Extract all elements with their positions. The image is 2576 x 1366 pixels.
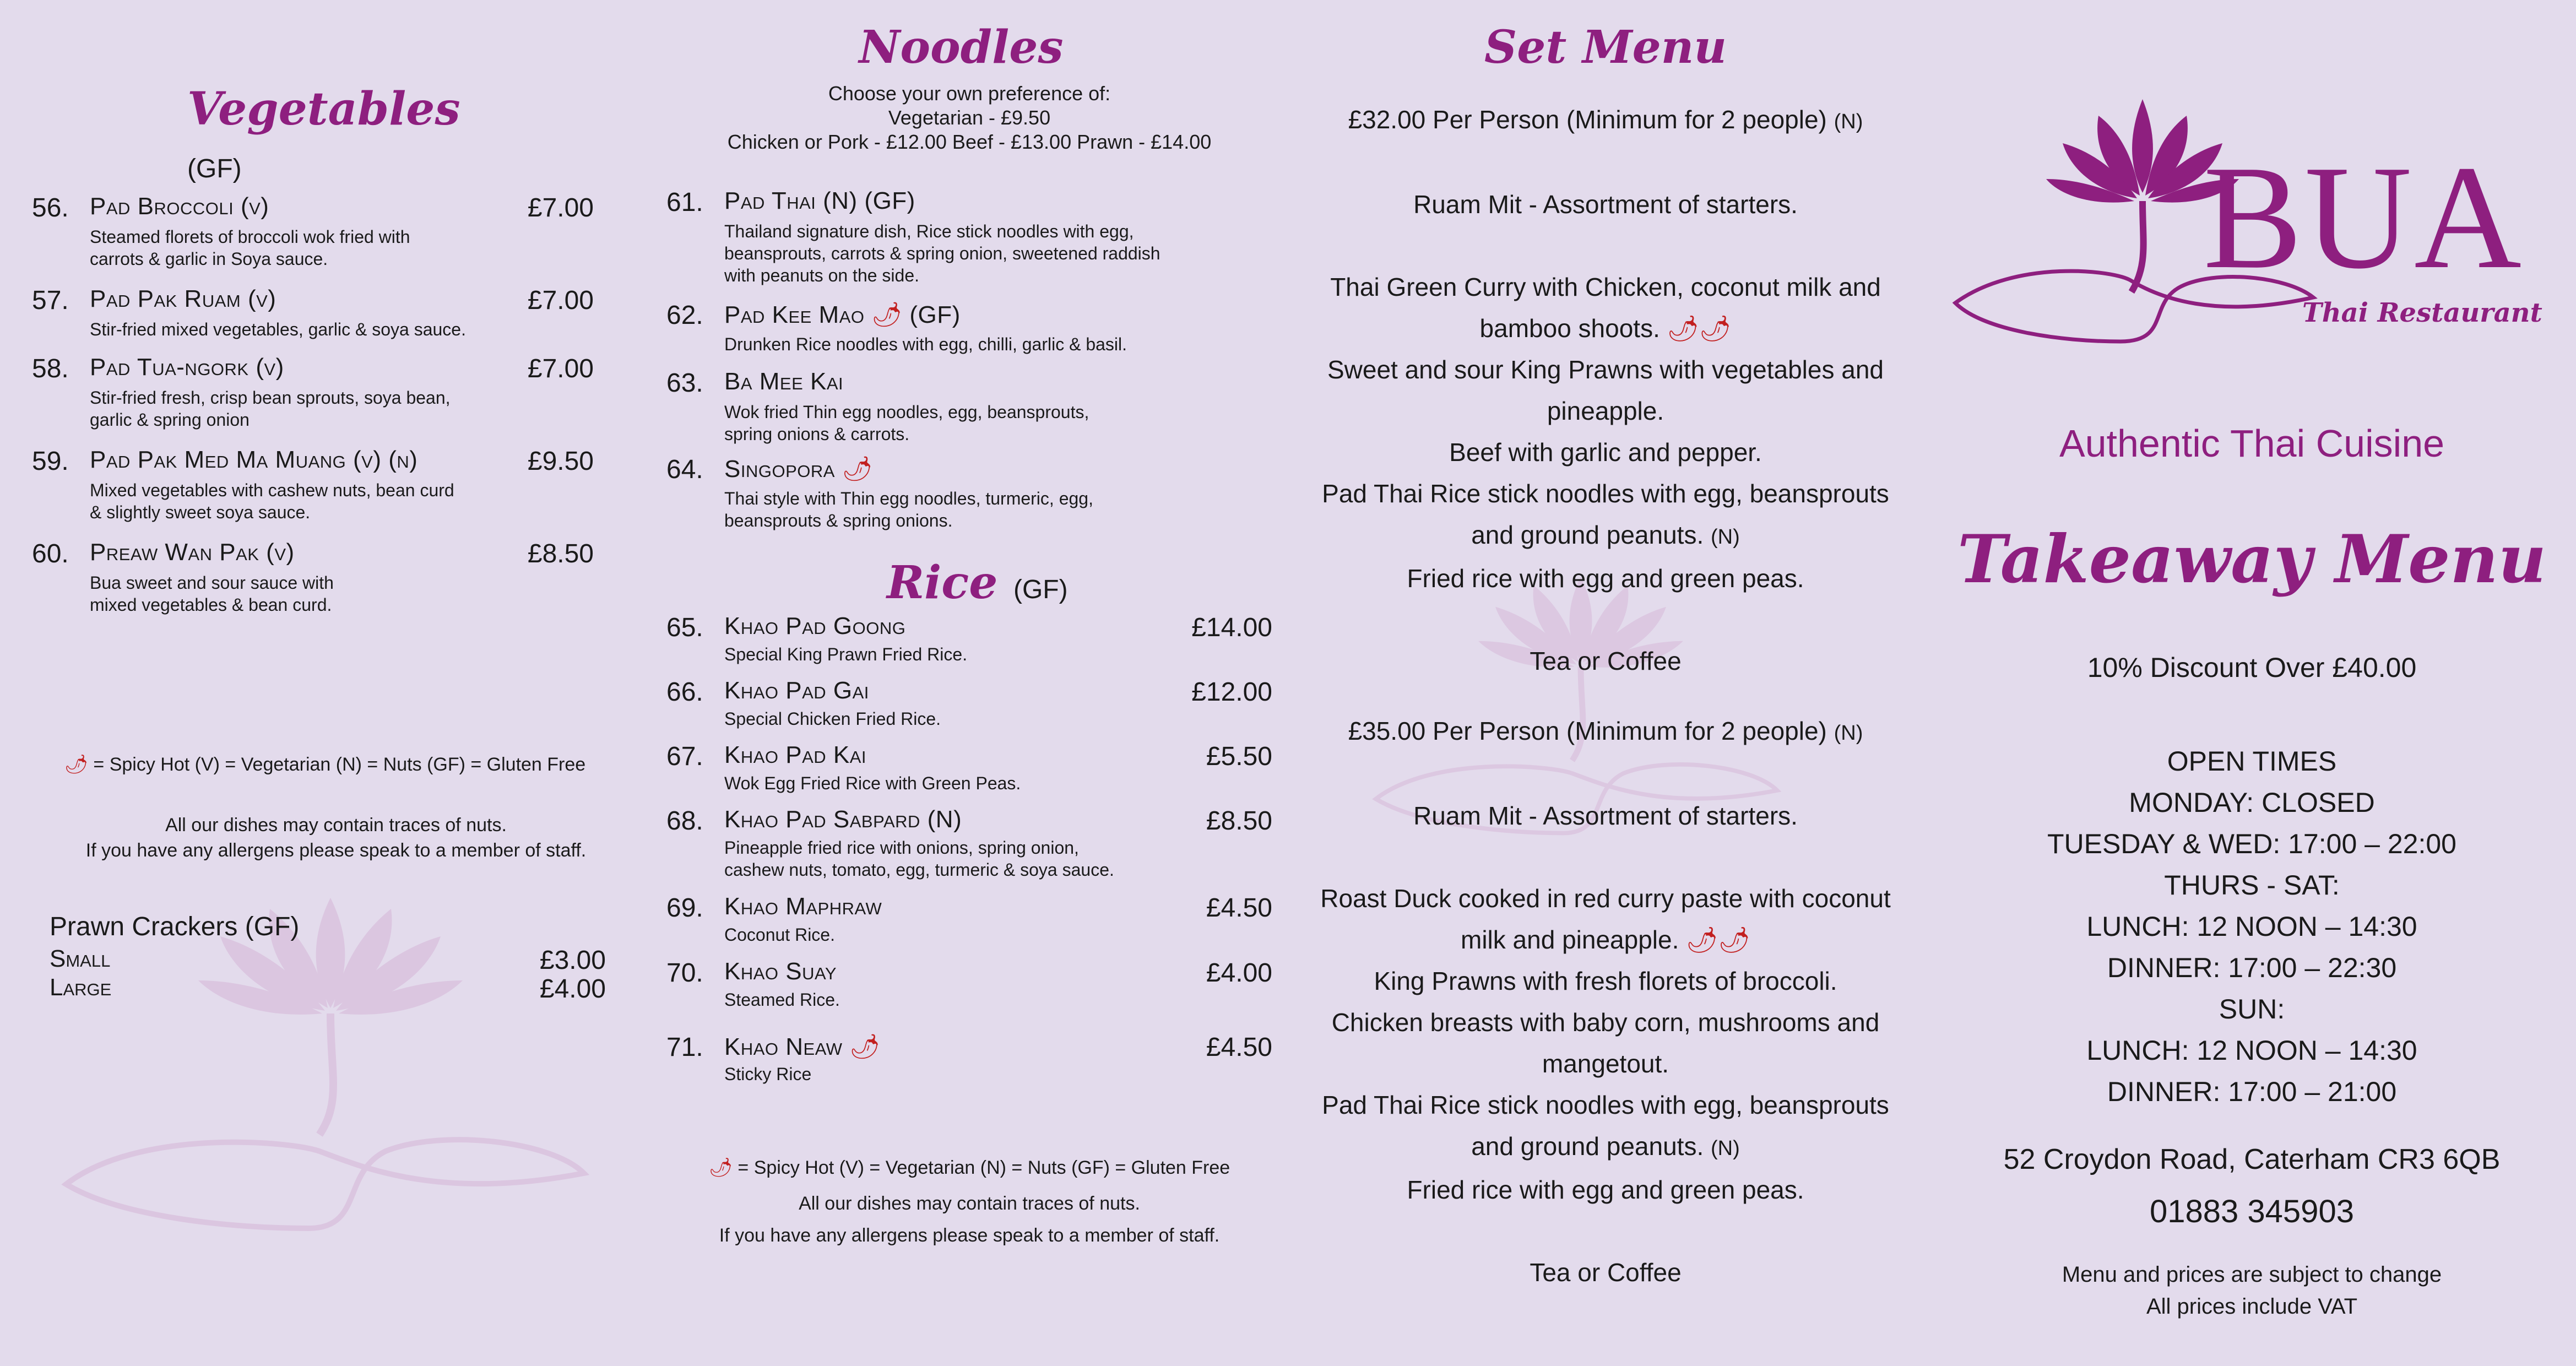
item-desc: Special Chicken Fried Rice. [724,709,941,729]
item-name: Pad Thai (N) (GF) [724,187,915,214]
item-desc: Thailand signature dish, Rice stick noodles with egg, [724,221,1134,241]
item-number: 61. [666,188,703,217]
open-times [1928,741,2576,1113]
legend-text: = Spicy Hot (V) = Vegetarian (N) = Nuts (GF) = Gluten Free [737,1157,1230,1178]
note-line: Menu and prices are subject to change [2062,1262,2442,1287]
chilli-icon: 🌶 [849,1033,881,1060]
set-line: pineapple. [1547,397,1664,425]
item-desc: Thai style with Thin egg noodles, turmeric, egg, [724,489,1093,508]
set-line: bamboo shoots. [1479,314,1660,343]
crackers-small-price: £3.00 [539,946,606,975]
item-desc: beansprouts, carrots & spring onion, sweetened raddish [724,243,1160,263]
hours-line: SUN: [2219,994,2285,1024]
item-number: 59. [32,447,69,476]
set-line: milk and pineapple. [1461,925,1679,954]
item-desc: Steamed Rice. [724,990,840,1010]
hours-line: OPEN TIMES [2167,746,2337,777]
item-price: £8.50 [1206,806,1272,836]
item-number: 68. [666,806,703,836]
noodles-intro [639,82,1300,154]
item-number: 67. [666,742,703,771]
item-name: Pad Broccoli (v) [90,193,269,220]
chilli-icon: 🌶🌶 [1667,314,1732,343]
item-name: Preaw Wan Pak (v) [90,539,295,566]
item-desc: Coconut Rice. [724,925,835,945]
hours-line: LUNCH: 12 NOON – 14:30 [2086,911,2417,942]
set-line: mangetout. [1542,1049,1669,1078]
allergen-line: If you have any allergens please speak to a member of staff. [719,1225,1220,1246]
item-desc: spring onions & carrots. [724,424,910,444]
item-name: Khao Pad Sabpard (N) [724,806,962,833]
crackers-title: Prawn Crackers (GF) [50,912,300,941]
set-line: Chicken breasts with baby corn, mushrooms and [1331,1008,1880,1037]
chilli-icon: 🌶 [708,1157,733,1178]
item-price: £5.50 [1206,742,1272,771]
set-line: Beef with garlic and pepper. [1449,438,1762,467]
allergen-line: If you have any allergens please speak to a member of staff. [85,840,587,861]
item-name: Singopora [724,456,835,483]
takeaway-title: Takeaway Menu [1957,521,2547,598]
item-number: 57. [32,286,69,315]
set-price-line: £32.00 Per Person (Minimum for 2 people) [1348,105,1827,134]
set-line: Thai Green Curry with Chicken, coconut milk and [1330,273,1881,301]
set-menu-heading [1283,21,1928,74]
hours-line: MONDAY: CLOSED [2129,787,2375,818]
set-line-tag: (N) [1711,525,1740,549]
item-desc: Drunken Rice noodles with egg, chilli, garlic & basil. [724,334,1127,354]
item-price: £12.00 [1191,677,1272,707]
chilli-icon: 🌶🌶 [1686,925,1750,954]
item-desc: cashew nuts, tomato, egg, turmeric & soya sauce. [724,860,1114,880]
intro-line: Choose your own preference of: [828,82,1111,105]
legend-text: = Spicy Hot (V) = Vegetarian (N) = Nuts (GF) = Gluten Free [93,754,586,775]
item-name: Khao Pad Goong [724,612,906,639]
item-number: 60. [32,539,69,568]
vegetables-panel [0,0,639,1366]
item-price: £9.50 [527,447,594,476]
set-line: Fried rice with egg and green peas. [1407,564,1804,593]
item-desc: Bua sweet and sour sauce with [90,573,334,593]
item-price: £7.00 [527,286,594,315]
note-line: All prices include VAT [2146,1294,2358,1319]
item-desc: Pineapple fried rice with onions, spring onion, [724,838,1079,858]
hours-line: THURS - SAT: [2164,870,2340,901]
item-desc: carrots & garlic in Soya sauce. [90,249,328,269]
item-number: 64. [666,455,703,484]
prawn-crackers [50,912,617,1002]
item-number: 70. [666,958,703,988]
chilli-icon: 🌶 [871,301,903,328]
set-line: Ruam Mit - Assortment of starters. [1413,801,1798,830]
set-menu-panel [1283,0,1928,1366]
item-number: 66. [666,677,703,707]
hours-line: DINNER: 17:00 – 22:30 [2107,952,2397,983]
legend [639,1157,1300,1179]
item-name: Khao Maphraw [724,893,882,920]
item-gf-tag: (GF) [909,301,961,328]
address: 52 Croydon Road, Caterham CR3 6QB [2003,1143,2501,1175]
item-price: £4.00 [1206,958,1272,988]
legend [33,754,617,776]
item-number: 71. [666,1033,703,1062]
set-menu-title: Set Menu [1484,21,1727,74]
item-number: 58. [32,354,69,383]
item-price: £8.50 [527,539,594,568]
allergen-note [33,812,639,863]
tagline: Authentic Thai Cuisine [2059,422,2445,465]
hours-line: DINNER: 17:00 – 21:00 [2107,1076,2397,1107]
item-name: Ba Mee Kai [724,368,844,395]
lotus-watermark-icon [55,843,606,1283]
vegetables-title: Vegetables [187,83,460,135]
item-price: £14.00 [1191,613,1272,642]
intro-line: Vegetarian - £9.50 [888,106,1051,129]
item-number: 63. [666,368,703,398]
item-name: Khao Pad Kai [724,741,867,768]
phone-number: 01883 345903 [2150,1194,2354,1229]
item-name: Khao Neaw [724,1033,843,1060]
set-line: Sweet and sour King Prawns with vegetables and [1327,355,1884,384]
item-desc: Stir-fried fresh, crisp bean sprouts, soya bean, [90,388,451,408]
logo-subtitle: Thai Restaurant [2302,297,2542,328]
bua-logo [1950,83,2556,347]
footer-notes [1928,1259,2576,1322]
set-price-line: £35.00 Per Person (Minimum for 2 people) [1348,717,1827,745]
item-name: Khao Suay [724,958,837,985]
item-desc: Sticky Rice [724,1064,812,1084]
item-name: Khao Pad Gai [724,677,869,704]
item-desc: Steamed florets of broccoli wok fried with [90,227,410,247]
set-line: Pad Thai Rice stick noodles with egg, beansprouts [1322,1091,1889,1119]
set-line: Tea or Coffee [1530,647,1682,675]
item-desc: & slightly sweet soya sauce. [90,502,311,522]
allergen-line: All our dishes may contain traces of nuts. [165,815,507,836]
set-line: Fried rice with egg and green peas. [1407,1175,1804,1204]
crackers-large-label: Large [50,974,112,1001]
item-desc: Stir-fried mixed vegetables, garlic & soya sauce. [90,319,466,339]
intro-line: Chicken or Pork - £12.00 Beef - £13.00 Prawn - £14.00 [727,131,1212,153]
noodles-rice-panel [639,0,1283,1366]
item-name: Pad Kee Mao [724,301,865,328]
item-desc: Mixed vegetables with cashew nuts, bean curd [90,480,454,500]
vegetables-gf-tag: (GF) [187,154,242,183]
item-desc: Special King Prawn Fried Rice. [724,644,968,664]
item-number: 69. [666,893,703,923]
item-price: £7.00 [527,193,594,223]
set-line: Tea or Coffee [1530,1258,1682,1287]
item-desc: garlic & spring onion [90,410,250,430]
item-desc: mixed vegetables & bean curd. [90,595,332,615]
rice-title: Rice [887,556,998,609]
set-line: and ground peanuts. [1471,521,1704,549]
rice-gf-tag: (GF) [1013,575,1068,604]
item-desc: beansprouts & spring onions. [724,511,953,530]
noodles-heading [639,21,1283,74]
chilli-icon: 🌶 [842,456,874,483]
item-desc: with peanuts on the side. [724,265,920,285]
crackers-large-price: £4.00 [539,974,606,1004]
item-price: £4.50 [1206,893,1272,923]
set-line-tag: (N) [1711,1137,1740,1160]
set-price-tag: (N) [1834,110,1863,133]
set-menu-1 [1283,99,1928,682]
item-desc: Wok fried Thin egg noodles, egg, beansprouts, [724,402,1089,422]
info-panel [1928,0,2576,1366]
hours-line: LUNCH: 12 NOON – 14:30 [2086,1035,2417,1066]
set-line: Ruam Mit - Assortment of starters. [1413,190,1798,219]
item-number: 65. [666,613,703,642]
item-desc: Wok Egg Fried Rice with Green Peas. [724,773,1021,793]
set-menu-2 [1283,711,1928,1293]
logo-text: BUA [2203,135,2524,300]
item-price: £4.50 [1206,1033,1272,1062]
allergen-line: All our dishes may contain traces of nuts. [799,1193,1140,1214]
allergen-note [639,1188,1300,1251]
item-number: 56. [32,193,69,223]
discount-text: 10% Discount Over £40.00 [2087,652,2417,683]
item-number: 62. [666,301,703,330]
vegetables-heading [187,83,518,188]
crackers-small-label: Small [50,945,111,972]
noodles-title: Noodles [859,21,1064,74]
item-name: Pad Pak Ruam (v) [90,285,276,312]
item-name: Pad Pak Med Ma Muang (v) (n) [90,446,418,473]
set-line: King Prawns with fresh florets of broccoli. [1374,967,1837,995]
set-line: Roast Duck cooked in red curry paste with coconut [1320,884,1891,913]
hours-line: TUESDAY & WED: 17:00 – 22:00 [2047,828,2456,859]
set-line: and ground peanuts. [1471,1132,1704,1161]
item-price: £7.00 [527,354,594,383]
item-name: Pad Tua-ngork (v) [90,354,284,381]
chilli-icon: 🌶 [64,754,88,775]
rice-heading [887,556,1217,609]
set-price-tag: (N) [1834,722,1863,745]
set-line: Pad Thai Rice stick noodles with egg, beansprouts [1322,479,1889,508]
